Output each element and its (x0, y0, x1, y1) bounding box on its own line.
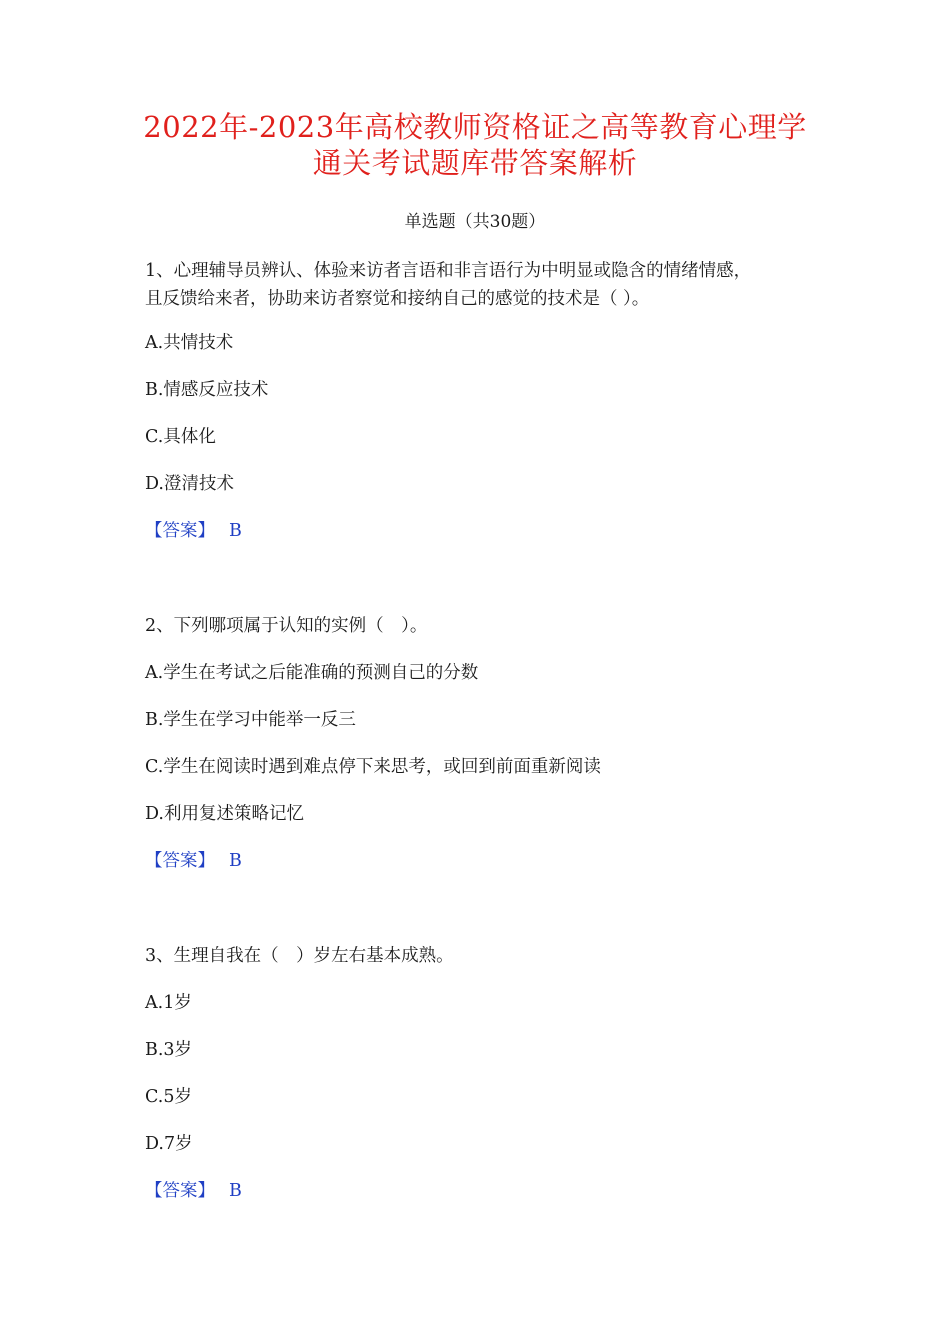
question-1-option-b: B.情感反应技术 (145, 380, 269, 400)
answer-label: 【答案】 (145, 851, 215, 871)
question-3-answer (145, 1178, 242, 1204)
answer-label: 【答案】 (145, 521, 215, 541)
question-2-answer (145, 848, 242, 874)
question-3-stem: 3、生理自我在（ ）岁左右基本成熟。 (145, 946, 454, 966)
question-1-option-a: A.共情技术 (145, 333, 234, 353)
question-1-option-d: D.澄清技术 (145, 474, 234, 494)
answer-value: B (229, 851, 242, 871)
document-title-line-2: 通关考试题库带答案解析 (312, 146, 638, 180)
question-3-option-d: D.7岁 (145, 1134, 193, 1154)
answer-value: B (229, 521, 242, 541)
question-1-stem-line-1: 1、心理辅导员辨认、体验来访者言语和非言语行为中明显或隐含的情绪情感， (145, 261, 752, 281)
question-1-stem-line-2: 且反馈给来者，协助来访者察觉和接纳自己的感觉的技术是（ ）。 (145, 289, 650, 309)
question-1-answer (145, 518, 242, 544)
question-2-option-d: D.利用复述策略记忆 (145, 804, 304, 824)
question-1-option-c: C.具体化 (145, 427, 216, 447)
answer-label: 【答案】 (145, 1181, 215, 1201)
question-3-option-b: B.3岁 (145, 1040, 193, 1060)
question-2-stem: 2、下列哪项属于认知的实例（ ）。 (145, 616, 428, 636)
question-2-option-c: C.学生在阅读时遇到难点停下来思考，或回到前面重新阅读 (145, 757, 601, 777)
question-2-option-b: B.学生在学习中能举一反三 (145, 710, 356, 730)
question-3-option-a: A.1岁 (145, 993, 192, 1013)
section-heading: 单选题（共30题） (404, 212, 546, 232)
question-2-option-a: A.学生在考试之后能准确的预测自己的分数 (145, 663, 479, 683)
answer-value: B (229, 1181, 242, 1201)
document-title-line-1: 2022年-2023年高校教师资格证之高等教育心理学 (143, 110, 807, 144)
question-3-option-c: C.5岁 (145, 1087, 192, 1107)
